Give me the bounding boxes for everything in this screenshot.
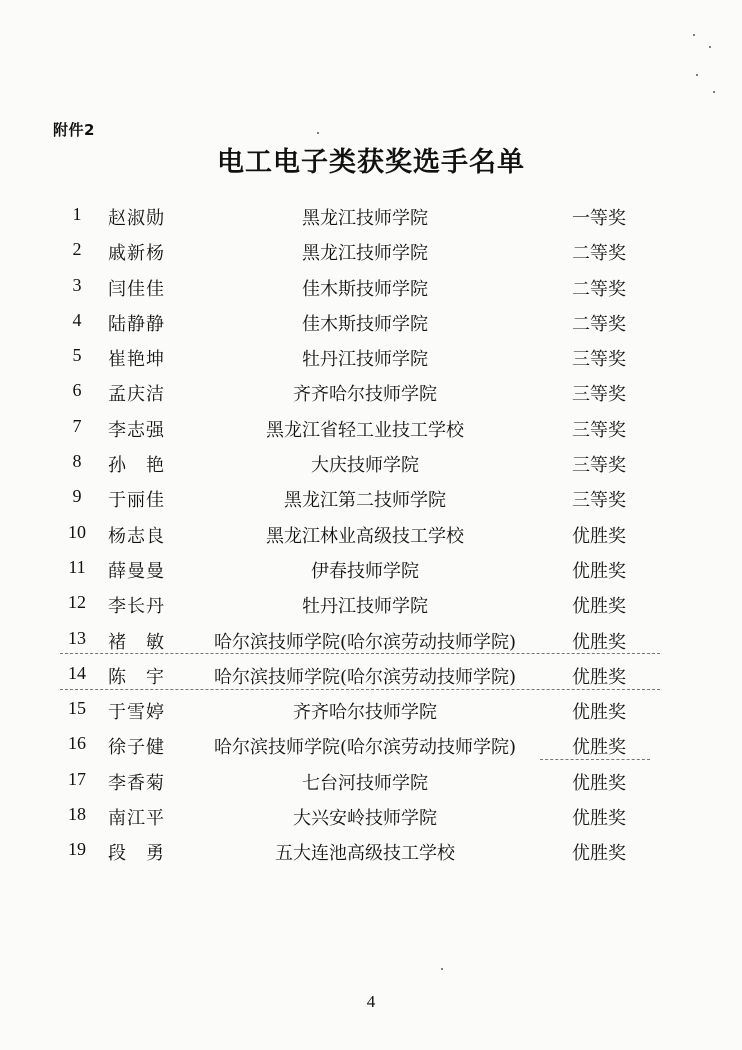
attachment-label: 附件2	[53, 121, 95, 139]
winner-number: 15	[68, 698, 86, 719]
winner-name: 李长丹	[108, 596, 165, 618]
scan-speck	[696, 74, 698, 76]
scan-line	[540, 759, 650, 760]
winner-row	[0, 339, 742, 374]
winners-list	[0, 198, 742, 869]
winner-school: 五大连池高级技工学校	[275, 843, 455, 865]
winner-row	[0, 233, 742, 268]
winner-name: 赵淑勋	[108, 208, 165, 229]
winner-number: 16	[68, 733, 86, 754]
winner-school: 黑龙江技师学院	[302, 243, 428, 265]
winner-number: 2	[72, 239, 82, 260]
winner-name: 孟庆洁	[108, 384, 165, 406]
winner-row	[0, 586, 742, 621]
winner-award: 优胜奖	[572, 525, 626, 547]
page-title: 电工电子类获奖选手名单	[217, 147, 525, 178]
winner-name: 孙 艳	[108, 455, 165, 477]
winner-school: 佳木斯技师学院	[302, 313, 428, 335]
winner-school: 大兴安岭技师学院	[293, 808, 437, 830]
winner-school: 哈尔滨技师学院(哈尔滨劳动技师学院)	[213, 631, 517, 653]
winner-number: 9	[72, 486, 82, 507]
winner-number: 11	[68, 556, 86, 577]
winner-school: 佳木斯技师学院	[302, 278, 428, 300]
winner-award: 优胜奖	[572, 772, 626, 794]
winner-number: 19	[68, 839, 86, 860]
winner-school: 齐齐哈尔技师学院	[293, 702, 437, 724]
winner-number: 12	[68, 592, 86, 613]
winner-number: 7	[72, 415, 82, 436]
winner-school: 七台河技师学院	[302, 772, 428, 794]
winner-award: 优胜奖	[572, 702, 626, 724]
winner-row	[0, 410, 742, 445]
winner-row	[0, 692, 742, 727]
winner-award: 优胜奖	[572, 596, 626, 618]
winner-name: 褚 敏	[108, 631, 165, 653]
winner-award: 三等奖	[572, 419, 626, 441]
winner-award: 优胜奖	[572, 808, 626, 830]
winner-school: 哈尔滨技师学院(哈尔滨劳动技师学院)	[213, 737, 517, 759]
winner-award: 优胜奖	[572, 631, 626, 653]
winner-name: 陆静静	[108, 313, 165, 335]
winner-school: 黑龙江林业高级技工学校	[266, 525, 464, 547]
scan-speck	[693, 34, 695, 36]
winner-row	[0, 269, 742, 304]
winner-school: 伊春技师学院	[311, 560, 419, 582]
winner-award: 一等奖	[572, 208, 626, 229]
winner-number: 1	[72, 204, 82, 224]
winner-number: 5	[72, 345, 82, 366]
winner-number: 13	[68, 627, 86, 648]
winner-school: 大庆技师学院	[311, 455, 419, 477]
winner-name: 李志强	[108, 419, 165, 441]
winner-row	[0, 551, 742, 586]
winner-name: 李香菊	[108, 772, 165, 794]
winner-award: 三等奖	[572, 455, 626, 477]
winner-row	[0, 480, 742, 515]
page-number: 4	[366, 992, 376, 1011]
winner-name: 薛曼曼	[108, 560, 165, 582]
winner-number: 8	[72, 451, 82, 472]
winner-name: 戚新杨	[108, 243, 165, 265]
winner-name: 徐子健	[108, 737, 165, 759]
winner-award: 优胜奖	[572, 843, 626, 865]
winner-name: 于丽佳	[108, 490, 165, 512]
scan-speck	[317, 132, 319, 134]
winner-award: 二等奖	[572, 313, 626, 335]
scan-speck	[709, 46, 711, 48]
winner-number: 3	[72, 274, 82, 295]
winner-name: 于雪婷	[108, 702, 165, 724]
winner-award: 优胜奖	[572, 666, 626, 688]
winner-award: 二等奖	[572, 278, 626, 300]
winner-row	[0, 304, 742, 339]
scan-line	[60, 689, 660, 690]
winner-row	[0, 198, 742, 233]
winner-award: 三等奖	[572, 490, 626, 512]
winner-school: 黑龙江省轻工业技工学校	[266, 419, 464, 441]
winner-school: 牡丹江技师学院	[302, 596, 428, 618]
winner-name: 段 勇	[108, 843, 165, 865]
winner-number: 6	[72, 380, 82, 401]
winner-name: 陈 宇	[108, 666, 165, 688]
winner-row	[0, 445, 742, 480]
scan-speck	[713, 91, 715, 93]
winner-row	[0, 622, 742, 657]
scan-speck	[441, 968, 443, 970]
winner-award: 二等奖	[572, 243, 626, 265]
winner-row	[0, 374, 742, 409]
winner-number: 18	[68, 804, 86, 825]
winner-row	[0, 798, 742, 833]
winner-number: 17	[68, 768, 86, 789]
winner-school: 牡丹江技师学院	[302, 349, 428, 371]
winner-name: 闫佳佳	[108, 278, 165, 300]
winner-row	[0, 727, 742, 762]
winner-name: 崔艳坤	[108, 349, 165, 371]
winner-row	[0, 763, 742, 798]
winner-number: 10	[68, 521, 86, 542]
winner-award: 优胜奖	[572, 737, 626, 759]
winner-row	[0, 516, 742, 551]
winner-award: 三等奖	[572, 349, 626, 371]
scan-line	[60, 653, 660, 654]
winner-number: 14	[68, 662, 86, 683]
winner-school: 哈尔滨技师学院(哈尔滨劳动技师学院)	[213, 666, 517, 688]
winner-award: 三等奖	[572, 384, 626, 406]
winner-name: 杨志良	[108, 525, 165, 547]
winner-school: 齐齐哈尔技师学院	[293, 384, 437, 406]
winner-school: 黑龙江技师学院	[302, 208, 428, 229]
winner-number: 4	[72, 309, 82, 330]
winner-row	[0, 657, 742, 692]
winner-award: 优胜奖	[572, 560, 626, 582]
winner-school: 黑龙江第二技师学院	[284, 490, 446, 512]
winner-name: 南江平	[108, 808, 165, 830]
winner-row	[0, 833, 742, 868]
